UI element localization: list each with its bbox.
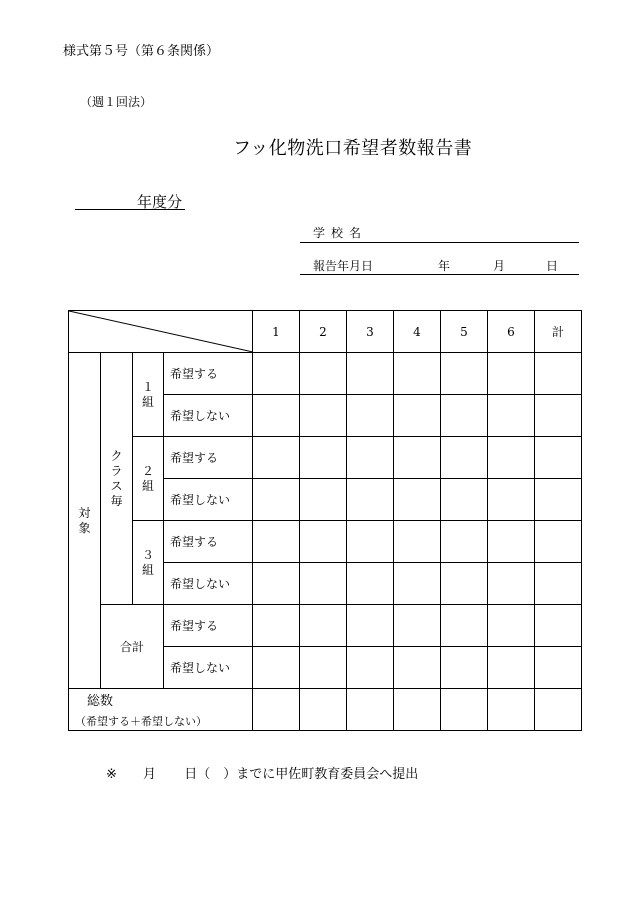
col-header-6: 6 [488,311,535,353]
data-cell[interactable] [488,605,535,647]
option-not-want: 希望しない [164,563,253,605]
data-cell[interactable] [488,479,535,521]
data-cell[interactable] [535,353,582,395]
grand-total-sublabel: （希望する＋希望しない） [75,715,207,728]
data-cell[interactable] [253,605,300,647]
method-label: （週１回法） [80,95,153,109]
data-cell[interactable] [535,689,582,731]
data-cell[interactable] [535,521,582,563]
data-cell[interactable] [441,479,488,521]
grand-total-cell [69,689,253,731]
data-cell[interactable] [394,605,441,647]
col-header-5: 5 [441,311,488,353]
target-label: 対象 [78,505,91,535]
group-3-cell [133,521,164,605]
data-cell[interactable] [300,353,347,395]
report-date-label: 報告年月日 [313,259,374,273]
group-2-cell [133,437,164,521]
data-cell[interactable] [347,437,394,479]
school-name-label: 学校名 [313,226,368,240]
sum-label: 合計 [119,640,144,654]
data-cell[interactable] [488,353,535,395]
group-1-label: １組 [141,379,154,409]
option-want: 希望する [164,605,253,647]
option-not-want: 希望しない [164,395,253,437]
data-cell[interactable] [488,689,535,731]
data-cell[interactable] [441,353,488,395]
data-cell[interactable] [441,563,488,605]
note-deadline-text: 日（ ）までに甲佐町教育委員会へ提出 [184,767,419,782]
data-cell[interactable] [394,437,441,479]
data-cell[interactable] [300,479,347,521]
data-cell[interactable] [535,605,582,647]
option-not-want: 希望しない [164,647,253,689]
col-header-1: 1 [253,311,300,353]
group-2-label: ２組 [141,463,154,493]
report-date-year: 年 [438,259,451,273]
data-cell[interactable] [535,479,582,521]
data-cell[interactable] [488,437,535,479]
data-cell[interactable] [300,647,347,689]
submission-note [106,763,418,782]
data-cell[interactable] [253,521,300,563]
data-cell[interactable] [441,647,488,689]
data-cell[interactable] [441,521,488,563]
form-number: 様式第５号（第６条関係） [63,44,220,59]
option-want: 希望する [164,437,253,479]
data-cell[interactable] [300,437,347,479]
data-cell[interactable] [347,521,394,563]
header-diagonal-cell [69,311,253,353]
col-header-4: 4 [394,311,441,353]
data-cell[interactable] [300,521,347,563]
report-date-day: 日 [546,259,559,273]
data-cell[interactable] [488,395,535,437]
data-cell[interactable] [253,395,300,437]
data-cell[interactable] [347,353,394,395]
data-cell[interactable] [394,521,441,563]
data-cell[interactable] [394,647,441,689]
option-want: 希望する [164,353,253,395]
data-cell[interactable] [394,689,441,731]
fiscal-year-label: 年度分 [137,193,183,211]
option-not-want: 希望しない [164,479,253,521]
data-cell[interactable] [347,605,394,647]
col-header-2: 2 [300,311,347,353]
data-cell[interactable] [347,395,394,437]
data-cell[interactable] [347,479,394,521]
data-cell[interactable] [535,563,582,605]
grand-total-label: 総数 [87,694,114,709]
data-cell[interactable] [394,479,441,521]
page-title: フッ化物洗口希望者数報告書 [233,138,473,159]
data-cell[interactable] [300,563,347,605]
data-cell[interactable] [300,395,347,437]
data-cell[interactable] [488,563,535,605]
data-cell[interactable] [253,353,300,395]
diagonal-line [69,311,253,352]
data-cell[interactable] [441,689,488,731]
data-cell[interactable] [535,437,582,479]
school-name-field[interactable] [300,242,579,243]
per-class-label-cell [101,353,133,605]
count-table [68,310,582,731]
group-3-label: ３組 [141,547,154,577]
data-cell[interactable] [300,605,347,647]
note-mark: ※ [106,767,117,782]
data-cell[interactable] [347,689,394,731]
data-cell[interactable] [347,647,394,689]
data-cell[interactable] [253,689,300,731]
target-label-cell [69,353,101,689]
group-1-cell [133,353,164,437]
report-date-month: 月 [493,259,506,273]
col-header-total: 計 [535,311,582,353]
data-cell[interactable] [488,521,535,563]
data-cell[interactable] [441,395,488,437]
data-cell[interactable] [394,353,441,395]
option-want: 希望する [164,521,253,563]
data-cell[interactable] [488,647,535,689]
data-cell[interactable] [347,563,394,605]
per-class-label: クラス毎 [110,448,123,508]
sum-label-cell [101,605,164,689]
data-cell[interactable] [441,437,488,479]
data-cell[interactable] [253,437,300,479]
data-cell[interactable] [535,647,582,689]
data-cell[interactable] [253,563,300,605]
data-cell[interactable] [394,395,441,437]
data-cell[interactable] [253,647,300,689]
data-cell[interactable] [441,605,488,647]
data-cell[interactable] [300,689,347,731]
data-cell[interactable] [253,479,300,521]
report-date-field[interactable] [300,274,579,275]
data-cell[interactable] [535,395,582,437]
data-cell[interactable] [394,563,441,605]
note-month: 月 [143,767,157,782]
col-header-3: 3 [347,311,394,353]
